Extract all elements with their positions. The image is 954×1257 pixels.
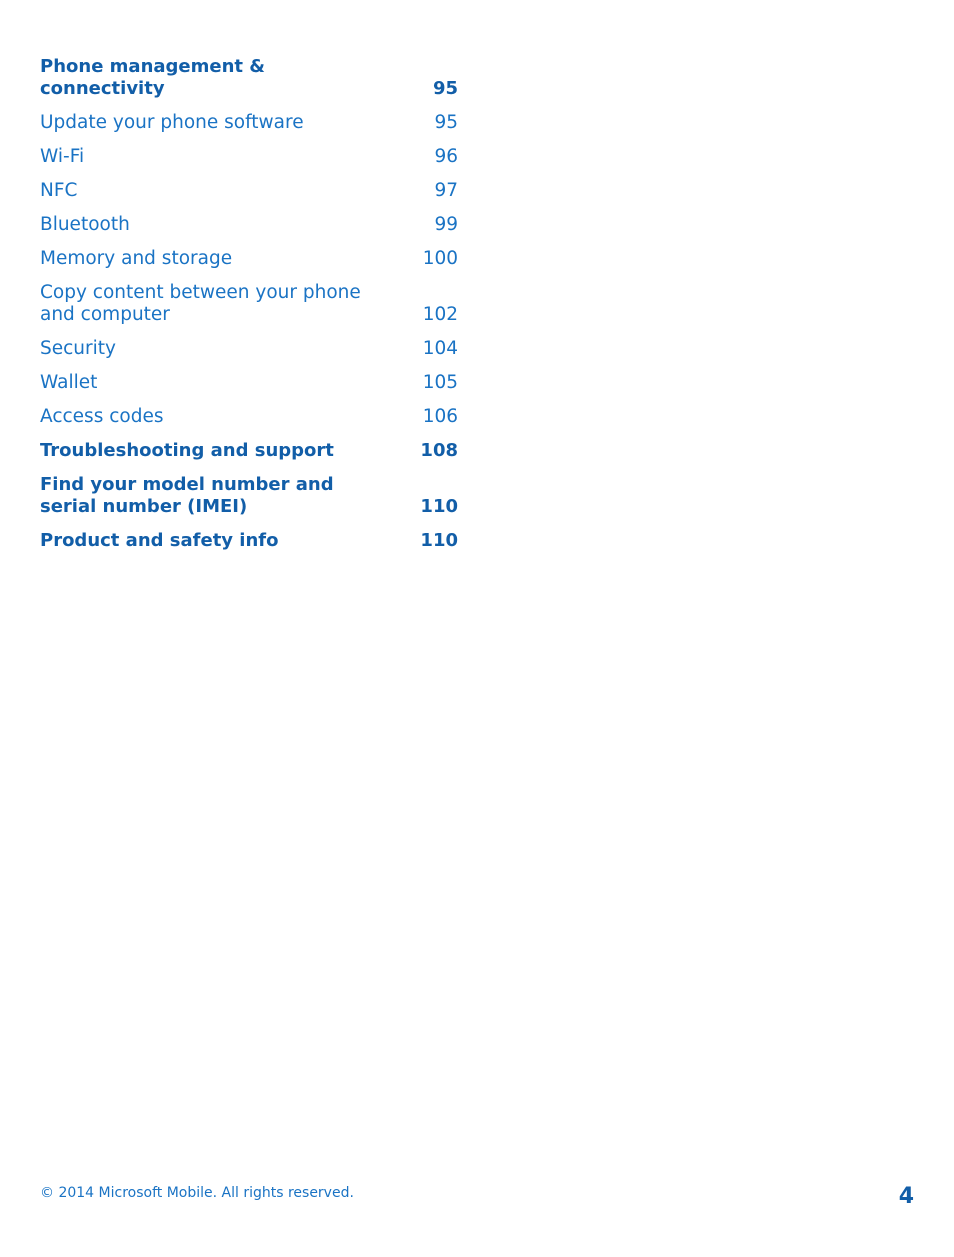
toc-entry-page: 104 bbox=[422, 338, 458, 359]
toc-entry-page: 95 bbox=[432, 78, 458, 99]
footer-copyright: © 2014 Microsoft Mobile. All rights reserved. bbox=[40, 1185, 354, 1201]
toc-entry-title: Update your phone software bbox=[40, 112, 304, 133]
toc-entry-page: 106 bbox=[422, 406, 458, 427]
table-of-contents bbox=[40, 56, 458, 564]
toc-entry-page: 110 bbox=[420, 530, 458, 551]
toc-entry-access-codes[interactable] bbox=[40, 406, 458, 428]
toc-entry-wifi[interactable] bbox=[40, 146, 458, 168]
toc-entry-title: Product and safety info bbox=[40, 530, 279, 551]
toc-entry-security[interactable] bbox=[40, 338, 458, 360]
toc-entry-page: 97 bbox=[434, 180, 458, 201]
toc-entry-page: 99 bbox=[434, 214, 458, 235]
toc-entry-title: Phone management & connectivity bbox=[40, 56, 265, 99]
toc-entry-product-safety[interactable] bbox=[40, 530, 458, 552]
toc-entry-nfc[interactable] bbox=[40, 180, 458, 202]
toc-entry-title: Memory and storage bbox=[40, 248, 233, 269]
toc-entry-page: 110 bbox=[420, 496, 458, 517]
toc-entry-phone-management[interactable] bbox=[40, 56, 458, 100]
toc-entry-title: Security bbox=[40, 338, 116, 359]
toc-entry-copy-content[interactable] bbox=[40, 282, 458, 326]
toc-entry-page: 108 bbox=[420, 440, 458, 461]
toc-entry-page: 105 bbox=[422, 372, 458, 393]
toc-entry-page: 95 bbox=[434, 112, 458, 133]
toc-entry-title: Wi-Fi bbox=[40, 146, 85, 167]
toc-entry-title: Find your model number and serial number (IMEI) bbox=[40, 474, 334, 517]
toc-entry-page: 100 bbox=[422, 248, 458, 269]
toc-entry-memory-storage[interactable] bbox=[40, 248, 458, 270]
toc-entry-title: Bluetooth bbox=[40, 214, 130, 235]
toc-entry-page: 96 bbox=[434, 146, 458, 167]
toc-entry-wallet[interactable] bbox=[40, 372, 458, 394]
toc-entry-title: Access codes bbox=[40, 406, 164, 427]
toc-entry-update-software[interactable] bbox=[40, 112, 458, 134]
toc-entry-bluetooth[interactable] bbox=[40, 214, 458, 236]
footer-page-number: 4 bbox=[898, 1184, 914, 1209]
toc-entry-title: Wallet bbox=[40, 372, 98, 393]
toc-entry-title: Copy content between your phone and computer bbox=[40, 282, 361, 325]
toc-entry-model-number[interactable] bbox=[40, 474, 458, 518]
toc-entry-title: Troubleshooting and support bbox=[40, 440, 334, 461]
toc-entry-troubleshooting[interactable] bbox=[40, 440, 458, 462]
toc-entry-title: NFC bbox=[40, 180, 78, 201]
toc-entry-page: 102 bbox=[422, 304, 458, 325]
